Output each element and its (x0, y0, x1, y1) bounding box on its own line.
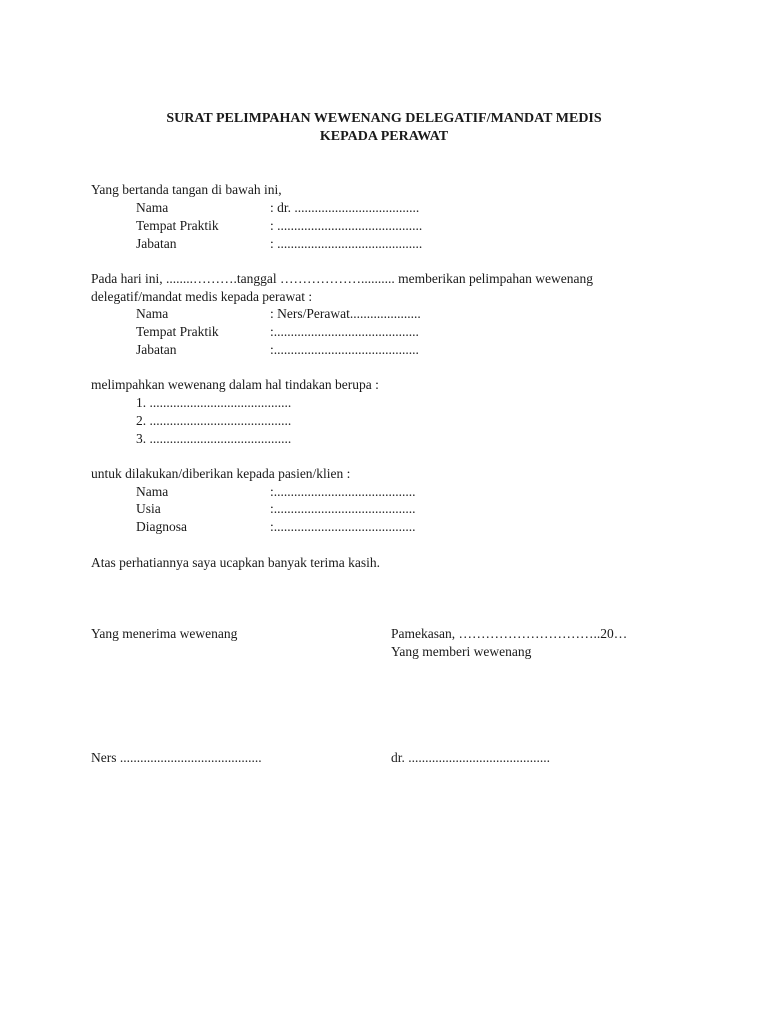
patient-diagnosis-value: :.......................................... (270, 519, 416, 534)
doctor-practice-value: : ........................................... (270, 218, 423, 233)
nurse-name-label: Nama (136, 306, 169, 321)
nurse-position-label: Jabatan (136, 342, 177, 357)
date-paragraph-line-2: delegatif/mandat medis kepada perawat : (91, 289, 313, 304)
place-date: Pamekasan, …………………………..20… (391, 626, 628, 641)
intro-text: Yang bertanda tangan di bawah ini, (91, 182, 282, 197)
nurse-practice-value: :........................................... (270, 324, 419, 339)
nurse-practice-label: Tempat Praktik (136, 324, 219, 339)
doctor-position-value: : ........................................... (270, 236, 423, 251)
giver-label: Yang memberi wewenang (391, 644, 532, 659)
date-paragraph-line-1: Pada hari ini, ........……….tanggal ……………….......... memberikan pelimpahan wewenang (91, 271, 594, 286)
patient-intro: untuk dilakukan/diberikan kepada pasien/klien : (91, 466, 351, 481)
giver-name-line: dr. .......................................... (391, 750, 551, 765)
patient-name-label: Nama (136, 484, 169, 499)
title-line-1: SURAT PELIMPAHAN WEWENANG DELEGATIF/MANDAT MEDIS (166, 111, 602, 126)
action-item-1: 1. .......................................... (136, 395, 292, 410)
doctor-practice-label: Tempat Praktik (136, 218, 219, 233)
doctor-name-value: : dr. ..................................... (270, 200, 420, 215)
doctor-name-label: Nama (136, 200, 169, 215)
closing-text: Atas perhatiannya saya ucapkan banyak terima kasih. (91, 555, 381, 570)
receiver-name-line: Ners .......................................... (91, 750, 262, 765)
nurse-position-value: :........................................... (270, 342, 419, 357)
action-item-2: 2. .......................................... (136, 413, 292, 428)
patient-diagnosis-label: Diagnosa (136, 519, 187, 534)
title-line-2: KEPADA PERAWAT (319, 129, 449, 144)
doctor-position-label: Jabatan (136, 236, 177, 251)
actions-intro: melimpahkan wewenang dalam hal tindakan berupa : (91, 377, 379, 392)
patient-name-value: :.......................................... (270, 484, 416, 499)
action-item-3: 3. .......................................... (136, 431, 292, 446)
patient-age-label: Usia (136, 501, 161, 516)
patient-age-value: :.......................................... (270, 501, 416, 516)
receiver-label: Yang menerima wewenang (91, 626, 238, 641)
nurse-name-value: : Ners/Perawat..................... (270, 306, 421, 321)
